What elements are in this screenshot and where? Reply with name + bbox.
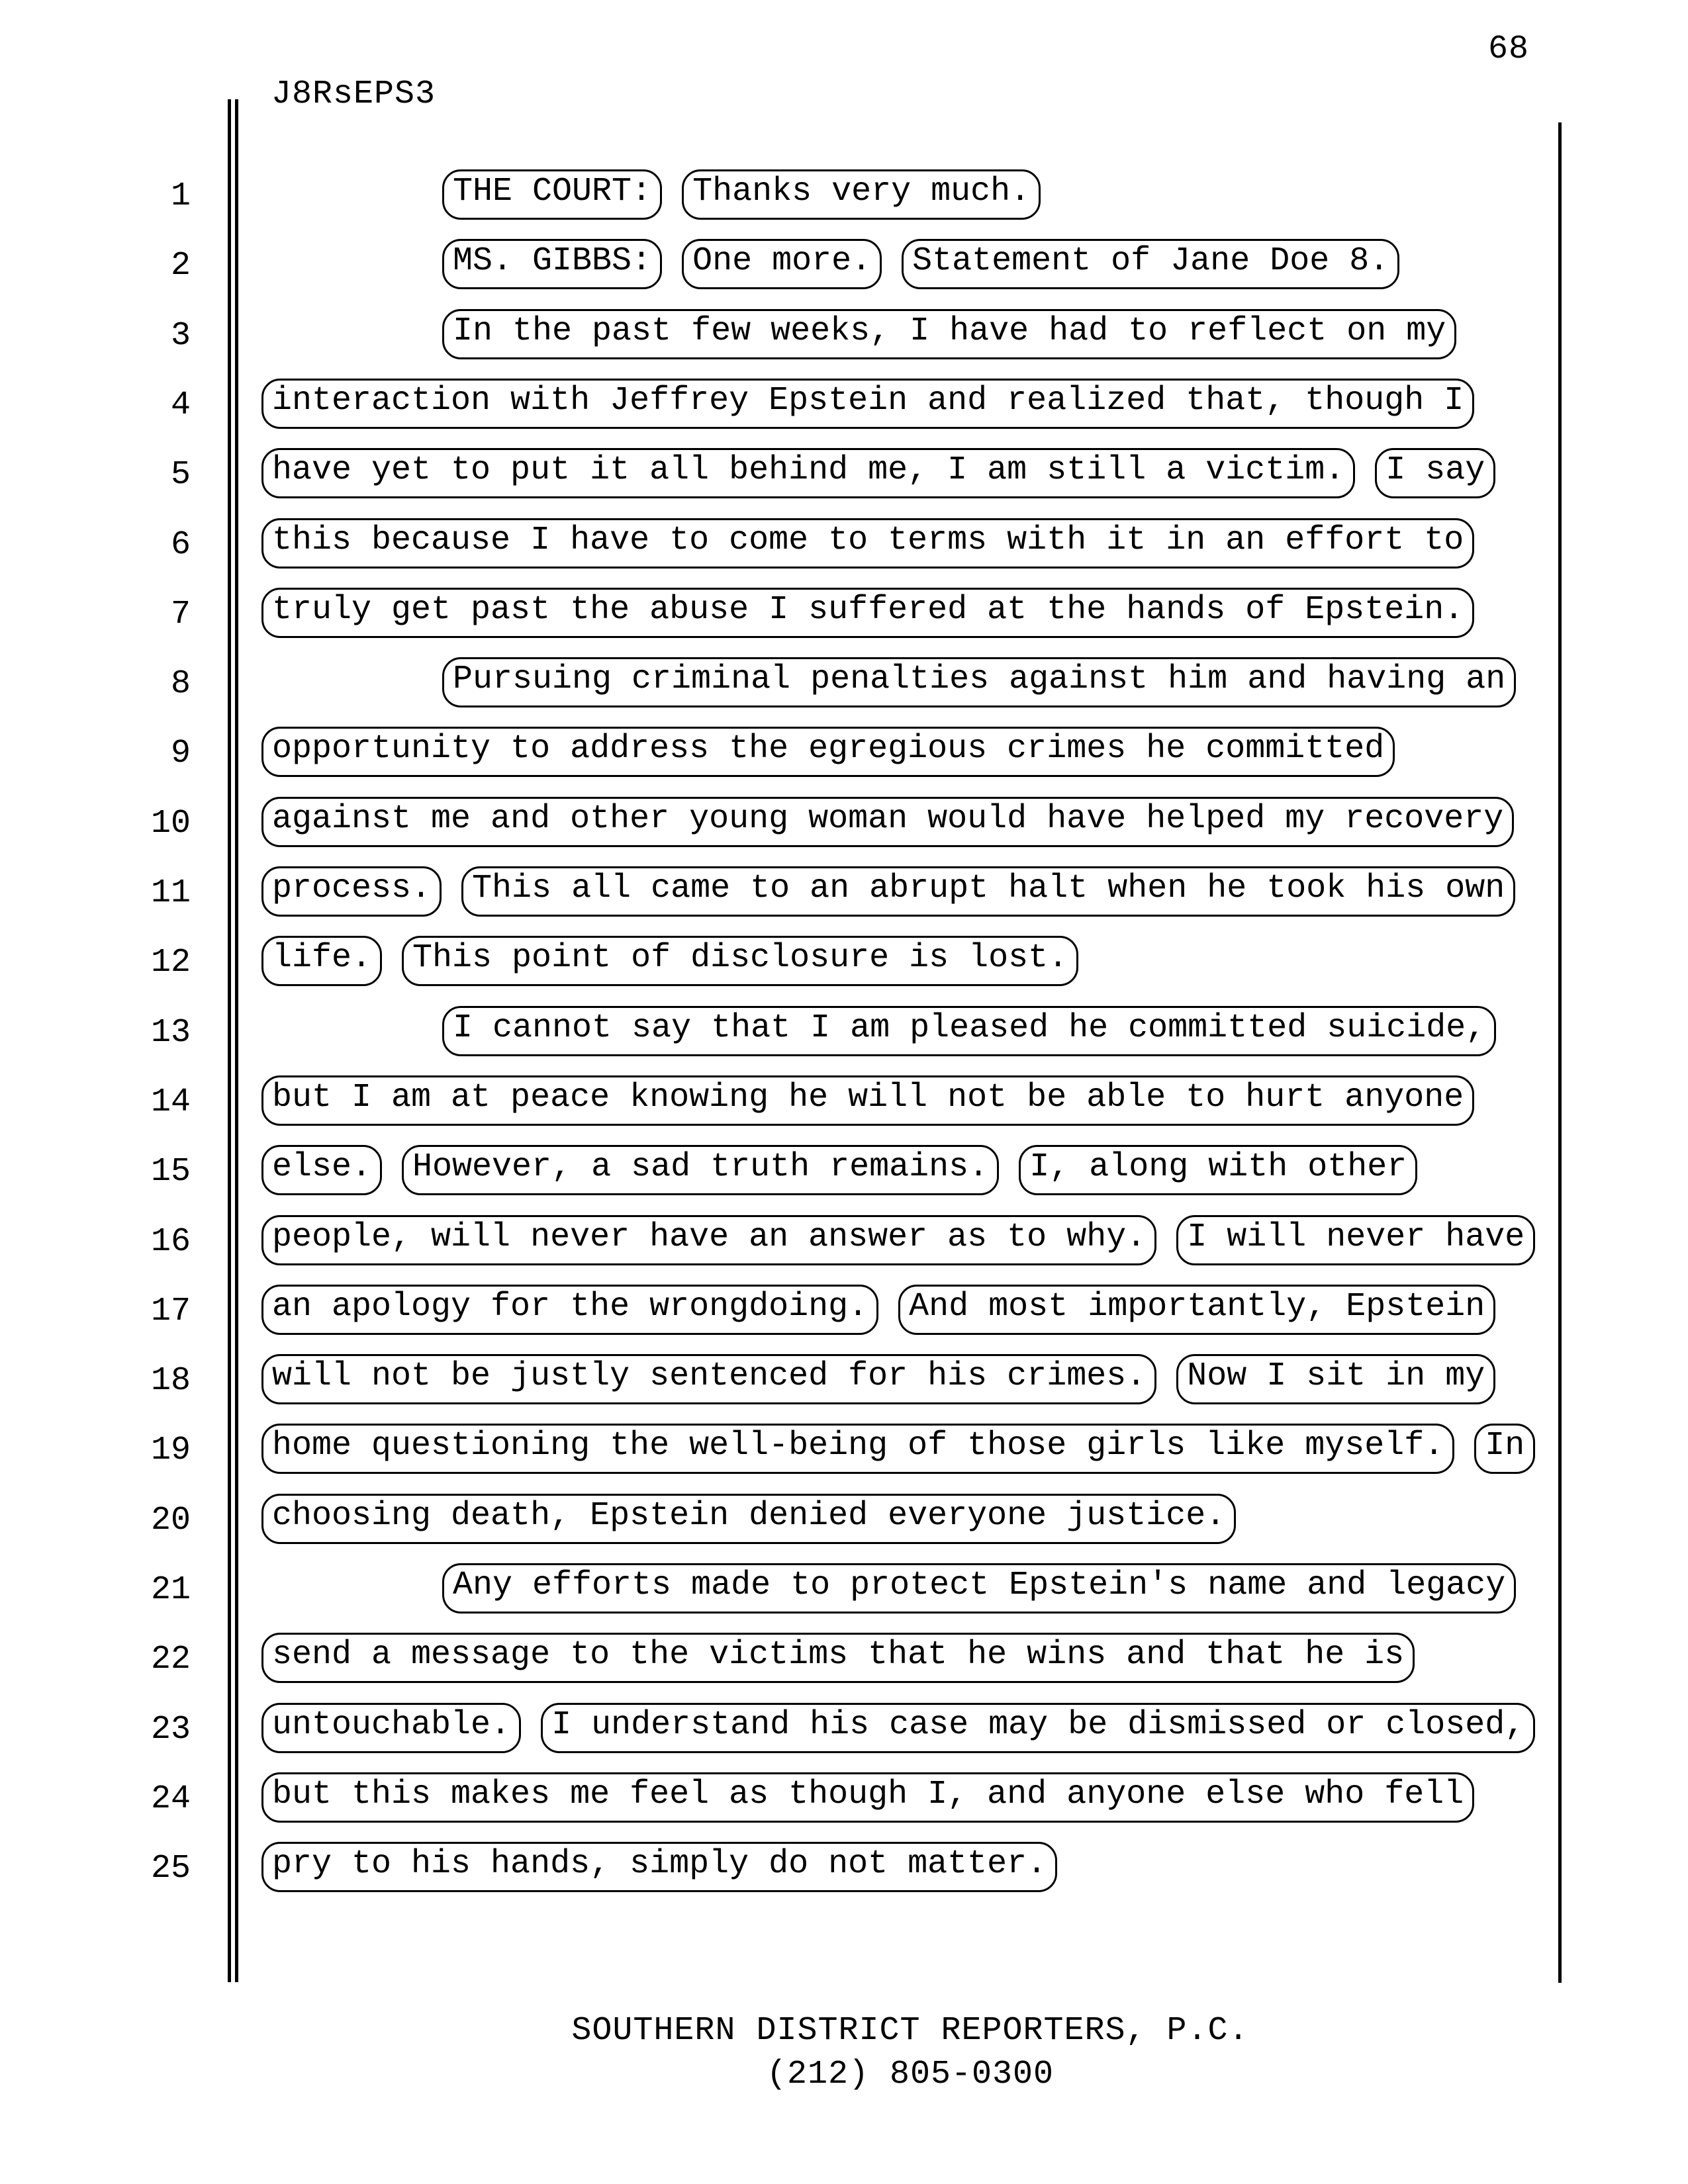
text-segment-box: will not be justly sentenced for his crimes. — [261, 1354, 1156, 1404]
text-segment-box: against me and other young woman would have helped my recovery — [261, 797, 1514, 847]
transcript-line — [0, 1145, 1688, 1214]
line-number: 11 — [150, 874, 191, 912]
line-text — [442, 169, 1041, 220]
text-segment-box: Any efforts made to protect Epstein's name and legacy — [442, 1563, 1516, 1614]
line-text — [442, 1006, 1496, 1056]
text-segment-box: And most importantly, Epstein — [898, 1285, 1495, 1335]
text-segment-box: However, a sad truth remains. — [402, 1145, 999, 1195]
line-text — [261, 797, 1514, 847]
transcript-line — [0, 448, 1688, 518]
text-segment-box: opportunity to address the egregious crimes he committed — [261, 727, 1395, 777]
line-text — [261, 1075, 1474, 1126]
line-number: 21 — [150, 1571, 191, 1609]
line-text — [261, 1703, 1535, 1753]
line-text — [261, 1285, 1495, 1335]
text-segment-box: MS. GIBBS: — [442, 239, 662, 289]
text-segment-box: life. — [261, 936, 382, 986]
line-number: 3 — [170, 317, 191, 355]
text-segment-box: have yet to put it all behind me, I am still a victim. — [261, 448, 1355, 498]
text-segment-box: I understand his case may be dismissed or closed, — [541, 1703, 1535, 1753]
text-segment-box: THE COURT: — [442, 169, 662, 220]
line-text — [261, 1215, 1535, 1265]
line-text — [442, 309, 1456, 359]
text-segment-box: Statement of Jane Doe 8. — [902, 239, 1399, 289]
line-number: 6 — [170, 526, 191, 564]
text-segment-box: truly get past the abuse I suffered at the hands of Epstein. — [261, 588, 1474, 638]
text-segment-box: This point of disclosure is lost. — [402, 936, 1078, 986]
text-segment-box: else. — [261, 1145, 382, 1195]
text-segment-box: home questioning the well-being of those girls like myself. — [261, 1424, 1454, 1474]
transcript-line — [0, 1494, 1688, 1563]
line-number: 8 — [170, 665, 191, 703]
transcript-line — [0, 588, 1688, 657]
text-segment-box: untouchable. — [261, 1703, 521, 1753]
transcript-line — [0, 1563, 1688, 1633]
text-segment-box: choosing death, Epstein denied everyone justice. — [261, 1494, 1236, 1544]
line-number: 15 — [150, 1153, 191, 1191]
text-segment-box: Now I sit in my — [1176, 1354, 1495, 1404]
text-segment-box: This all came to an abrupt halt when he took his own — [461, 866, 1515, 917]
transcript-line — [0, 1075, 1688, 1145]
line-text — [261, 379, 1474, 429]
line-text — [442, 657, 1516, 707]
text-segment-box: people, will never have an answer as to why. — [261, 1215, 1156, 1265]
text-segment-box: Pursuing criminal penalties against him and having an — [442, 657, 1516, 707]
transcript-line — [0, 1006, 1688, 1075]
footer-phone-line: (212) 805-0300 — [766, 2056, 1055, 2093]
line-text — [261, 1145, 1417, 1195]
text-segment-box: I say — [1375, 448, 1495, 498]
page-number: 68 — [1487, 30, 1529, 68]
footer-reporters-line: SOUTHERN DISTRICT REPORTERS, P.C. — [571, 2012, 1249, 2050]
line-number: 25 — [150, 1850, 191, 1888]
text-segment-box: I will never have — [1176, 1215, 1535, 1265]
line-number: 10 — [150, 805, 191, 842]
line-text — [261, 1842, 1057, 1892]
line-number: 14 — [150, 1083, 191, 1121]
session-id-header: J8RsEPS3 — [271, 75, 436, 113]
line-number: 23 — [150, 1711, 191, 1749]
transcript-line — [0, 1285, 1688, 1354]
transcript-line — [0, 1424, 1688, 1493]
transcript-line — [0, 518, 1688, 588]
transcript-line — [0, 1215, 1688, 1285]
line-text — [261, 727, 1395, 777]
text-segment-box: One more. — [682, 239, 882, 289]
line-text — [261, 1633, 1415, 1683]
text-segment-box: Thanks very much. — [682, 169, 1041, 220]
transcript-line — [0, 379, 1688, 448]
line-text — [261, 936, 1078, 986]
line-number: 24 — [150, 1780, 191, 1818]
line-text — [442, 1563, 1516, 1614]
transcript-line — [0, 1633, 1688, 1702]
text-segment-box: I cannot say that I am pleased he committed suicide, — [442, 1006, 1496, 1056]
text-segment-box: this because I have to come to terms with it in an effort to — [261, 518, 1474, 569]
line-number: 16 — [150, 1223, 191, 1261]
transcript-line — [0, 866, 1688, 936]
line-text — [261, 1354, 1495, 1404]
line-text — [261, 1424, 1535, 1474]
line-number: 20 — [150, 1502, 191, 1539]
transcript-line — [0, 1703, 1688, 1772]
transcript-line — [0, 239, 1688, 308]
transcript-line — [0, 1842, 1688, 1911]
transcript-line — [0, 169, 1688, 239]
transcript-line — [0, 1772, 1688, 1842]
line-number: 18 — [150, 1362, 191, 1400]
text-segment-box: an apology for the wrongdoing. — [261, 1285, 878, 1335]
line-number: 12 — [150, 944, 191, 981]
line-text — [442, 239, 1399, 289]
text-segment-box: but I am at peace knowing he will not be able to hurt anyone — [261, 1075, 1474, 1126]
transcript-line — [0, 1354, 1688, 1424]
line-number: 13 — [150, 1014, 191, 1052]
text-segment-box: In — [1474, 1424, 1535, 1474]
transcript-line — [0, 657, 1688, 727]
transcript-line — [0, 936, 1688, 1005]
text-segment-box: In the past few weeks, I have had to reflect on my — [442, 309, 1456, 359]
line-text — [261, 866, 1515, 917]
text-segment-box: I, along with other — [1019, 1145, 1417, 1195]
text-segment-box: interaction with Jeffrey Epstein and realized that, though I — [261, 379, 1474, 429]
line-text — [261, 1494, 1236, 1544]
line-number: 7 — [170, 596, 191, 633]
text-segment-box: but this makes me feel as though I, and anyone else who fell — [261, 1772, 1474, 1823]
transcript-line — [0, 727, 1688, 796]
line-number: 5 — [170, 456, 191, 494]
line-number: 19 — [150, 1432, 191, 1469]
line-text — [261, 448, 1495, 498]
line-number: 1 — [170, 177, 191, 215]
line-text — [261, 1772, 1474, 1823]
line-number: 22 — [150, 1641, 191, 1678]
transcript-line — [0, 797, 1688, 866]
line-number: 17 — [150, 1293, 191, 1330]
page-footer — [265, 2009, 1556, 2097]
line-number: 2 — [170, 247, 191, 285]
line-text — [261, 588, 1474, 638]
text-segment-box: send a message to the victims that he wins and that he is — [261, 1633, 1415, 1683]
transcript-line — [0, 309, 1688, 379]
text-segment-box: process. — [261, 866, 442, 917]
line-text — [261, 518, 1474, 569]
text-segment-box: pry to his hands, simply do not matter. — [261, 1842, 1057, 1892]
line-number: 4 — [170, 387, 191, 424]
line-number: 9 — [170, 735, 191, 772]
